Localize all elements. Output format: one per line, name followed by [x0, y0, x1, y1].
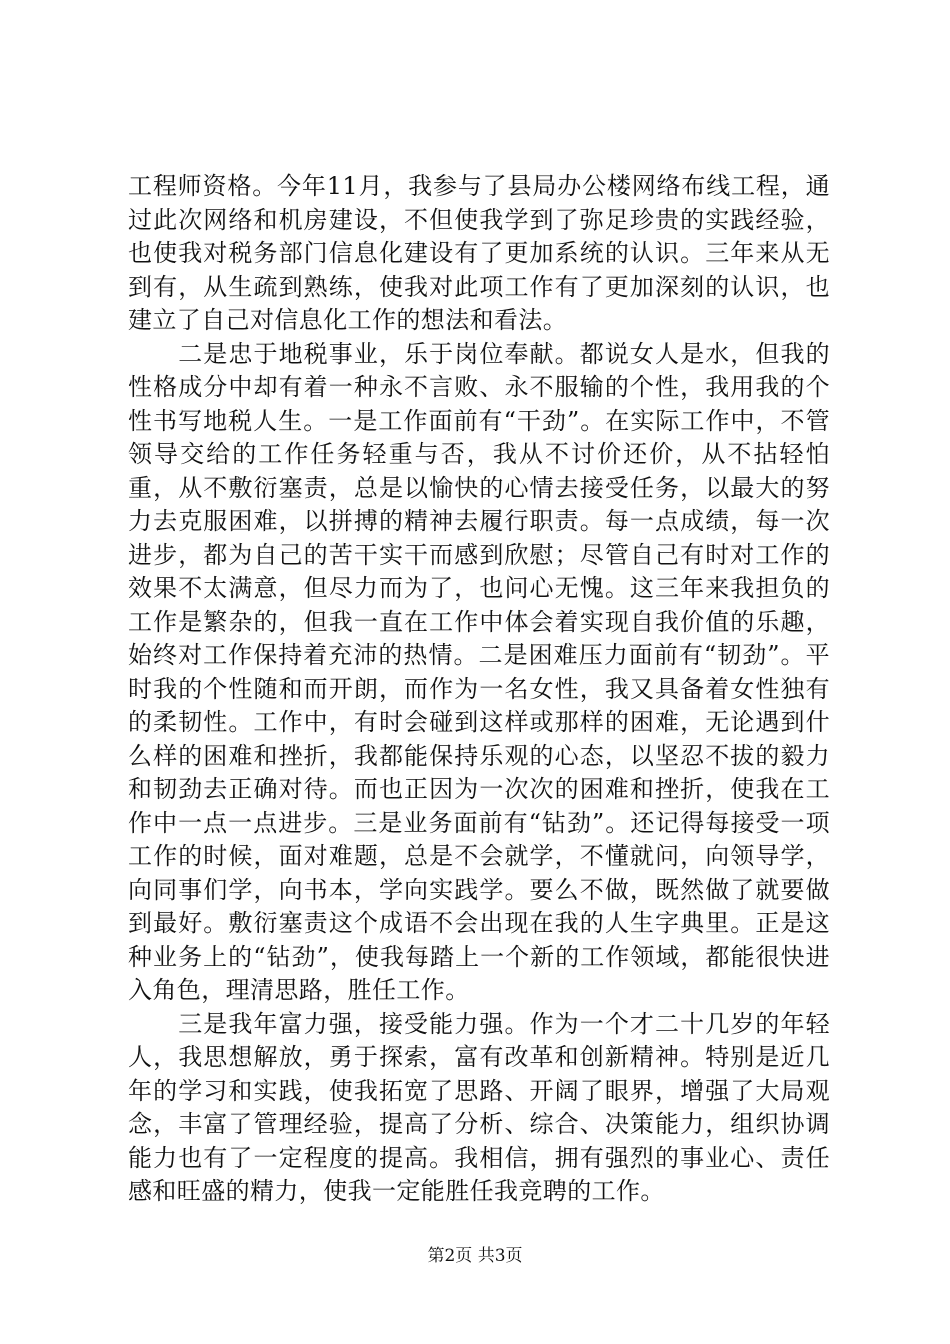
page-footer: 第2页 共3页	[427, 1246, 523, 1266]
paragraph-3: 三是我年富力强，接受能力强。作为一个才二十几岁的年轻人，我思想解放，勇于探索，富有改革和创新精神。特别是近几年的学习和实践，使我拓宽了思路、开阔了眼界，增强了大局观念，丰富了管理经验，提高了分析、综合、决策能力，组织协调能力也有了一定程度的提高。我相信，拥有强烈的事业心、责任感和旺盛的精力，使我一定能胜任我竞聘的工作。	[128, 1009, 830, 1205]
paragraph-1: 工程师资格。今年11月，我参与了县局办公楼网络布线工程，通过此次网络和机房建设，不但使我学到了弥足珍贵的实践经验，也使我对税务部门信息化建设有了更加系统的认识。三年来从无到有，从生疏到熟练，使我对此项工作有了更加深刻的认识，也建立了自己对信息化工作的想法和看法。	[128, 172, 830, 334]
document-body	[128, 170, 830, 1209]
paragraph-2: 二是忠于地税事业，乐于岗位奉献。都说女人是水，但我的性格成分中却有着一种永不言败、永不服输的个性，我用我的个性书写地税人生。一是工作面前有“干劲”。在实际工作中，不管领导交给的工作任务轻重与否，我从不讨价还价，从不拈轻怕重，从不敷衍塞责，总是以愉快的心情去接受任务，以最大的努力去克服困难，以拼搏的精神去履行职责。每一点成绩，每一次进步，都为自己的苦干实干而感到欣慰；尽管自己有时对工作的效果不太满意，但尽力而为了，也问心无愧。这三年来我担负的工作是繁杂的，但我一直在工作中体会着实现自我价值的乐趣，始终对工作保持着充沛的热情。二是困难压力面前有“韧劲”。平时我的个性随和而开朗，而作为一名女性，我又具备着女性独有的柔韧性。工作中，有时会碰到这样或那样的困难，无论遇到什么样的困难和挫折，我都能保持乐观的心态，以坚忍不拔的毅力和韧劲去正确对待。而也正因为一次次的困难和挫折，使我在工作中一点一点进步。三是业务面前有“钻劲”。还记得每接受一项工作的时候，面对难题，总是不会就学，不懂就问，向领导学，向同事们学，向书本，学向实践学。要么不做，既然做了就要做到最好。敷衍塞责这个成语不会出现在我的人生字典里。正是这种业务上的“钻劲”，使我每踏上一个新的工作领域，都能很快进入角色，理清思路，胜任工作。	[128, 339, 830, 1004]
